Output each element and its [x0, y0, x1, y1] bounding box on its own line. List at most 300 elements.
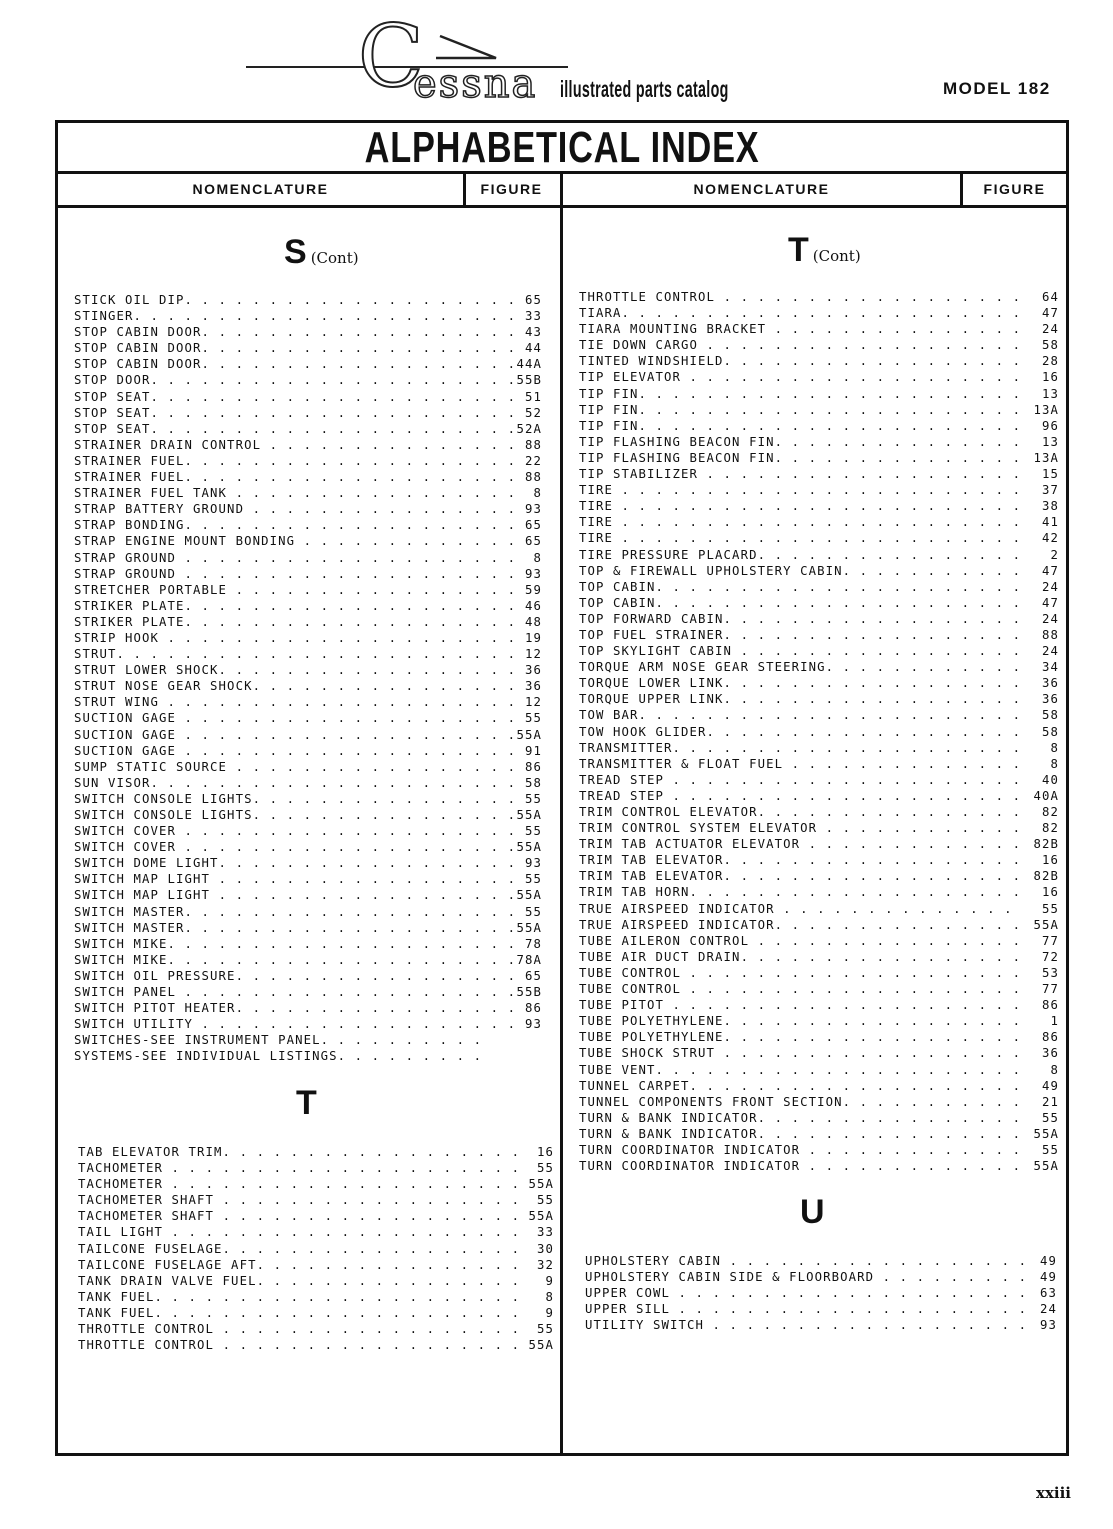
index-entry: [579, 305, 1059, 321]
entry-figure: 55A: [1033, 917, 1059, 932]
dot-leader: . . . . . . . . . . . . . . . . . . .: [193, 1017, 517, 1032]
dot-leader: . . . . . . . . . . . . . . . . . .: [210, 325, 517, 340]
entry-name: STRIKER PLATE.: [74, 598, 194, 613]
entry-figure: 36: [1041, 1046, 1059, 1061]
section-heading-t-right: [788, 233, 861, 273]
index-entry: [579, 675, 1059, 691]
dot-leader: . . . . . . . . .: [874, 1270, 1028, 1285]
dot-leader: . . . . . . . . . . . . .: [800, 837, 1022, 852]
index-frame: [55, 120, 1069, 1456]
entry-figure: 49: [1041, 1078, 1059, 1093]
index-entry: [74, 1000, 542, 1016]
index-entry: [74, 646, 542, 662]
entry-name: SUCTION GAGE: [74, 711, 177, 726]
dot-leader: . . . . . . . . . . . . . .: [783, 434, 1022, 449]
entry-figure: 55: [1041, 1142, 1059, 1157]
catalog-label: illustrated parts catalog: [560, 76, 729, 102]
index-entry: [579, 321, 1059, 337]
entry-figure: 55A: [528, 1209, 554, 1224]
dot-leader: . . . . . . . . . . . . . . .: [261, 791, 517, 806]
index-entry: [579, 756, 1059, 772]
entry-name: STOP CABIN DOOR.: [74, 325, 211, 340]
section-cont-label: (Cont): [310, 249, 359, 267]
dot-leader: . . . . . . . . . . . . . . . . . . . . . . . .: [613, 499, 1022, 514]
entry-figure: 30: [536, 1241, 554, 1256]
dot-leader: . . . . . . . . . . . . . . .: [766, 1110, 1022, 1125]
entry-name: TORQUE UPPER LINK.: [579, 692, 733, 707]
index-entry: [74, 678, 542, 694]
index-entry: [579, 1013, 1059, 1029]
dot-leader: . . . . . . . . . . . . . . . . .: [732, 354, 1022, 369]
index-entry: [579, 1110, 1059, 1126]
entry-figure: 78: [524, 936, 542, 951]
index-entry: [74, 871, 542, 887]
index-entry: [74, 566, 542, 582]
dot-leader: . . . . . . . . . . . . . . .: [766, 805, 1022, 819]
entry-name: TORQUE LOWER LINK.: [579, 676, 733, 691]
dot-leader: . . . . . . . . . . . . . . . . . .: [210, 888, 517, 903]
entry-name: STRAINER FUEL TANK: [74, 486, 228, 501]
entry-name: TOW BAR.: [579, 708, 648, 723]
dot-leader: . . . . . . . . . . . . . . . . . . . .: [176, 566, 517, 581]
index-entry: [579, 1094, 1059, 1110]
dot-leader: . . . . . . . . . . . . . . . . . . .: [698, 1078, 1022, 1093]
index-entry: [579, 611, 1059, 627]
entry-name: TRUE AIRSPEED INDICATOR: [579, 901, 775, 916]
entry-name: UPHOLSTERY CABIN: [585, 1254, 722, 1268]
entry-figure: 63: [1039, 1286, 1057, 1301]
left-s-entry-list: [74, 292, 542, 1065]
dot-leader: . . . . . . . . . . . . . . . . . . . . .: [163, 1225, 521, 1240]
entry-name: STRIKER PLATE.: [74, 614, 194, 629]
index-entry: [74, 839, 542, 855]
dot-leader: . . . . . . . . . . . . . . . . .: [732, 611, 1022, 626]
index-entry: [74, 904, 542, 920]
dot-leader: . . . . . . . . . . . . . . . .: [244, 502, 517, 517]
entry-figure: 82: [1041, 805, 1059, 819]
entry-figure: 55A: [516, 840, 542, 855]
entry-figure: 2: [1050, 547, 1059, 562]
index-entry: [74, 759, 542, 775]
dot-leader: . . . . . . . . . . . . . . . . . . .: [698, 338, 1022, 353]
entry-name: TURN COORDINATOR INDICATOR: [579, 1142, 801, 1157]
entry-figure: 24: [1041, 644, 1059, 659]
page-number: xxiii: [1036, 1484, 1071, 1502]
entry-name: TUBE POLYETHYLENE.: [579, 1014, 733, 1029]
entry-figure: 93: [524, 856, 542, 871]
entry-name: SYSTEMS-SEE INDIVIDUAL LISTINGS.: [74, 1049, 347, 1064]
entry-figure: 64: [1041, 290, 1059, 304]
entry-figure: 55: [536, 1193, 554, 1208]
entry-name: SUCTION GAGE: [74, 743, 177, 758]
dot-leader: . . . . . . . . . . . . . . . . . .: [210, 357, 517, 372]
dot-leader: . . . . . . . . . . . . . . . . .: [732, 627, 1022, 642]
dot-leader: . . . . . . . . . . . . . . . .: [749, 949, 1022, 964]
index-entry: [74, 340, 542, 356]
index-entry: [579, 772, 1059, 788]
index-entry: [579, 852, 1059, 868]
entry-name: TRIM TAB HORN.: [579, 885, 699, 900]
entry-figure: 55: [1041, 1110, 1059, 1125]
entry-name: TIP FIN.: [579, 418, 648, 433]
entry-name: STOP CABIN DOOR.: [74, 357, 211, 372]
entry-figure: 9: [545, 1305, 554, 1320]
entry-figure: 53: [1041, 965, 1059, 980]
entry-name: TRIM TAB ELEVATOR.: [579, 853, 733, 868]
dot-leader: . . . . . . . . . . . . . . . . .: [227, 759, 517, 774]
entry-figure: 55A: [516, 727, 542, 742]
dot-leader: . . . . . . . . . . . . . . . . . . . . .: [163, 1161, 521, 1176]
dot-leader: . . . . . . . . . . . . . . . . . . . . . . .: [125, 647, 517, 662]
dot-leader: . . . . . . . . . . . . . . . . . . . . . .: [647, 402, 1022, 417]
entry-name: STOP SEAT.: [74, 389, 160, 404]
entry-figure: 24: [1041, 579, 1059, 594]
entry-name: SWITCH MIKE.: [74, 936, 177, 951]
entry-name: STRUT LOWER SHOCK.: [74, 663, 228, 678]
dot-leader: . . . . . . . . . . . . . . . . . . . .: [176, 952, 517, 967]
index-entry: [74, 1048, 542, 1064]
entry-figure: 13: [1041, 386, 1059, 401]
index-entry: [74, 1032, 542, 1048]
index-entry: [579, 1126, 1059, 1142]
dot-leader: . . . . . . . . . . . . . . . . . . . .: [681, 982, 1022, 997]
entry-name: UPPER SILL: [585, 1302, 671, 1317]
index-entry: [78, 1337, 554, 1353]
entry-name: THROTTLE CONTROL: [579, 290, 716, 304]
index-entry: [579, 595, 1059, 611]
entry-figure: 55A: [1033, 1159, 1059, 1174]
dot-leader: . . . . . . . . . . . . . . . . . . . . . . .: [630, 306, 1022, 321]
index-entry: [74, 533, 542, 549]
dot-leader: . . . . . . . . . . . . . . . . .: [732, 853, 1022, 868]
dot-leader: . . . . . . . . . . . . . . . . .: [732, 1014, 1022, 1029]
index-entry: [579, 917, 1059, 933]
index-entry: [74, 952, 542, 968]
entry-figure: 96: [1041, 418, 1059, 433]
index-entry: [74, 308, 542, 324]
index-entry: [579, 868, 1059, 884]
entry-figure: 16: [1041, 885, 1059, 900]
index-entry: [78, 1273, 554, 1289]
index-entry: [579, 450, 1059, 466]
section-letter-s: S: [284, 233, 307, 271]
entry-name: STRIP HOOK: [74, 630, 160, 645]
dot-leader: . . . . . . . . . . . . . . . . . . . . .: [664, 595, 1022, 610]
dot-leader: . . . . . . . . . . . . . . . . . . . .: [681, 965, 1022, 980]
entry-figure: 36: [524, 679, 542, 694]
entry-name: TUBE AILERON CONTROL: [579, 933, 750, 948]
entry-name: TANK FUEL.: [78, 1289, 164, 1304]
index-entry: [579, 707, 1059, 723]
entry-name: SWITCHES-SEE INSTRUMENT PANEL.: [74, 1033, 330, 1048]
dot-leader: . . . . . . . . . . . . . . . . . . . .: [681, 740, 1022, 755]
entry-figure: 28: [1041, 354, 1059, 369]
index-entry: [78, 1160, 554, 1176]
index-entry: [74, 984, 542, 1000]
entry-figure: 33: [524, 309, 542, 324]
entry-figure: 65: [524, 968, 542, 983]
dot-leader: . . . . . . . . . . . . . . . . .: [231, 1145, 521, 1159]
index-entry: [579, 337, 1059, 353]
entry-name: SUN VISOR.: [74, 775, 160, 790]
index-entry: [579, 1142, 1059, 1158]
entry-figure: 41: [1041, 515, 1059, 530]
dot-leader: . . . . . . . . . . . . . . . . . . .: [193, 470, 517, 485]
entry-name: TRIM CONTROL SYSTEM ELEVATOR: [579, 821, 818, 836]
index-entry: [74, 437, 542, 453]
right-nomenclature-header: NOMENCLATURE: [560, 174, 960, 205]
entry-figure: 58: [524, 775, 542, 790]
entry-name: THROTTLE CONTROL: [78, 1338, 215, 1353]
entry-name: THROTTLE CONTROL: [78, 1322, 215, 1337]
dot-leader: . . . . . . . . . . . . . . . . . .: [715, 724, 1022, 739]
entry-figure: 58: [1041, 338, 1059, 353]
entry-figure: 8: [1050, 756, 1059, 771]
entry-name: TIRE PRESSURE PLACARD.: [579, 547, 767, 562]
entry-name: SWITCH COVER: [74, 824, 177, 839]
entry-name: TIE DOWN CARGO: [579, 338, 699, 353]
index-entry: [74, 775, 542, 791]
entry-figure: 55: [524, 872, 542, 887]
page-header: [0, 0, 1113, 118]
dot-leader: . . . . . . . . . . . . . . . . . . . .: [176, 727, 517, 742]
entry-figure: 24: [1041, 322, 1059, 337]
entry-figure: 55A: [516, 920, 542, 935]
index-entry: [585, 1301, 1057, 1317]
dot-leader: . . . . . . . . . . . . .: [800, 1159, 1022, 1174]
entry-name: TUNNEL CARPET.: [579, 1078, 699, 1093]
entry-figure: 55A: [516, 808, 542, 822]
index-entry: [74, 292, 542, 308]
entry-figure: 58: [1041, 724, 1059, 739]
dot-leader: . . . . . . . . . .: [851, 563, 1022, 578]
index-entry: [74, 694, 542, 710]
index-entry: [74, 550, 542, 566]
entry-figure: 52A: [516, 421, 542, 436]
entry-figure: 86: [1041, 998, 1059, 1013]
entry-figure: 8: [1050, 740, 1059, 755]
entry-name: TIARA MOUNTING BRACKET: [579, 322, 767, 337]
entry-figure: 46: [524, 598, 542, 613]
entry-figure: 8: [545, 1289, 554, 1304]
entry-figure: 59: [524, 582, 542, 597]
dot-leader: . . . . . . . . . . . . . . . . .: [732, 869, 1022, 884]
entry-figure: 13A: [1033, 450, 1059, 465]
entry-name: SWITCH CONSOLE LIGHTS.: [74, 791, 262, 806]
entry-name: TACHOMETER SHAFT: [78, 1209, 215, 1224]
left-figure-header: FIGURE: [463, 174, 557, 205]
index-entry: [579, 418, 1059, 434]
entry-name: SWITCH DOME LIGHT.: [74, 856, 228, 871]
entry-name: TACHOMETER: [78, 1177, 164, 1192]
index-entry: [579, 965, 1059, 981]
dot-leader: . . . . . . . . . . . . . . . . . .: [214, 1209, 521, 1224]
entry-figure: 78A: [516, 952, 542, 967]
entry-name: TAILCONE FUSELAGE.: [78, 1241, 232, 1256]
dot-leader: . . . . . . . . . . . . . . .: [265, 1257, 521, 1272]
dot-leader: . . . . . . . . . . . . . . . . . . . . .: [664, 788, 1022, 803]
entry-name: TIP FIN.: [579, 402, 648, 417]
model-label: MODEL 182: [943, 79, 1051, 98]
entry-name: STRUT NOSE GEAR SHOCK.: [74, 679, 262, 694]
dot-leader: . . . . . . . . . . . . . . .: [766, 322, 1022, 337]
entry-figure: 21: [1041, 1094, 1059, 1109]
entry-figure: 55: [524, 824, 542, 839]
dot-leader: . . . . . . . . . . . . . .: [783, 917, 1022, 932]
entry-name: TAIL LIGHT: [78, 1225, 164, 1240]
entry-name: TUBE VENT.: [579, 1062, 665, 1077]
index-entry: [579, 627, 1059, 643]
entry-name: TAILCONE FUSELAGE AFT.: [78, 1257, 266, 1272]
dot-leader: . . . . . . . . . . . . . .: [783, 756, 1022, 771]
index-entry: [74, 501, 542, 517]
index-entry: [579, 740, 1059, 756]
entry-figure: 91: [524, 743, 542, 758]
entry-figure: 40A: [1033, 788, 1059, 803]
entry-name: TOP FUEL STRAINER.: [579, 627, 733, 642]
dot-leader: . . . . . . . . . . . . . . . . . . . . .: [159, 405, 517, 420]
dot-leader: . . . . . . . . . . . . . . . . . . .: [698, 467, 1022, 482]
column-divider: [560, 208, 563, 1453]
index-entry: [74, 356, 542, 372]
section-cont-label-right: (Cont): [812, 247, 861, 265]
index-entry: [579, 949, 1059, 965]
entry-figure: 8: [1050, 1062, 1059, 1077]
dot-leader: . . . . . . . . . . . . . . . . . . . . .: [664, 998, 1022, 1013]
entry-name: SWITCH MASTER.: [74, 920, 194, 935]
entry-name: UPPER COWL: [585, 1286, 671, 1301]
dot-leader: . . . . . . . . . . . . . . . . . .: [210, 872, 517, 887]
index-entry: [78, 1289, 554, 1305]
dot-leader: . . . . . . . . . . . . . . . . . . . .: [681, 370, 1022, 385]
dot-leader: . . . . . . . . . . . . .: [295, 534, 517, 549]
dot-leader: . . . . . . . . . . . . . . . . . . . . .: [664, 772, 1022, 787]
entry-name: STRAINER FUEL.: [74, 470, 194, 485]
entry-name: TIP ELEVATOR: [579, 370, 682, 385]
dot-leader: . . . . . . . . . . . . .: [800, 1142, 1022, 1157]
entry-name: TINTED WINDSHIELD.: [579, 354, 733, 369]
index-entry: [579, 724, 1059, 740]
section-heading-s: [284, 235, 359, 275]
index-entry: [74, 421, 542, 437]
dot-leader: . . . . . . . . . . . . . . . . . . . . .: [163, 1289, 521, 1304]
entry-name: TIRE: [579, 483, 614, 498]
entry-name: TIP FLASHING BEACON FIN.: [579, 434, 784, 449]
entry-figure: 93: [524, 502, 542, 517]
entry-figure: 8: [533, 550, 542, 565]
dot-leader: . . . . . . . .: [346, 1049, 483, 1064]
index-entry: [78, 1208, 554, 1224]
index-entry: [579, 547, 1059, 563]
entry-name: TOP & FIREWALL UPHOLSTERY CABIN.: [579, 563, 852, 578]
entry-name: STICK OIL DIP.: [74, 293, 194, 307]
dot-leader: . . . . . . . . . . . . . . . . . . . . .: [670, 1302, 1028, 1317]
entry-name: STOP SEAT.: [74, 405, 160, 420]
entry-figure: 58: [1041, 708, 1059, 723]
index-entry: [579, 1158, 1059, 1174]
dot-leader: . . . . . . . . . . . . . . . . . . . . . . . .: [613, 531, 1022, 546]
index-entry: [78, 1192, 554, 1208]
entry-figure: 72: [1041, 949, 1059, 964]
entry-figure: 36: [1041, 692, 1059, 707]
index-entry: [74, 710, 542, 726]
entry-figure: 82B: [1033, 869, 1059, 884]
entry-figure: 55: [524, 711, 542, 726]
dot-leader: . . . . . . . . . . . . . . . . . . .: [193, 614, 517, 629]
entry-name: STRAINER DRAIN CONTROL: [74, 437, 262, 452]
right-figure-header: FIGURE: [960, 174, 1066, 205]
entry-name: TUBE SHOCK STRUT: [579, 1046, 716, 1061]
entry-name: TANK FUEL.: [78, 1305, 164, 1320]
dot-leader: . . . . . . . . .: [329, 1033, 483, 1048]
dot-leader: . . . . . . . . . . . .: [817, 821, 1022, 836]
dot-leader: . . . . . . . . . . . . . . . . . . . .: [176, 743, 517, 758]
section-letter-u: U: [800, 1193, 825, 1231]
dot-leader: . . . . . . . . . . . . . . . . . . . . .: [159, 421, 517, 436]
index-entry: [74, 582, 542, 598]
index-entry: [74, 1016, 542, 1032]
entry-figure: 51: [524, 389, 542, 404]
index-entry: [585, 1317, 1057, 1333]
entry-figure: 49: [1039, 1270, 1057, 1285]
entry-figure: 48: [524, 614, 542, 629]
entry-figure: 82: [1041, 821, 1059, 836]
entry-name: TURN & BANK INDICATOR.: [579, 1126, 767, 1141]
dot-leader: . . . . . . . . . . . . . . . . . . . . .: [163, 1305, 521, 1320]
entry-name: STRAP GROUND: [74, 550, 177, 565]
dot-leader: . . . . . . . . . . . . . . . . . . . . . .: [647, 386, 1022, 401]
dot-leader: . . . . . . . . . . . . . .: [783, 450, 1022, 465]
entry-figure: 55B: [516, 985, 542, 1000]
entry-figure: 42: [1041, 531, 1059, 546]
index-entry: [78, 1257, 554, 1273]
brand-logo-text: essna: [413, 61, 538, 107]
entry-figure: 88: [524, 470, 542, 485]
dot-leader: . . . . . . . . . . . . . . . . .: [732, 676, 1022, 691]
dot-leader: . . . . . . . . . . . . . . . . . . . . .: [159, 373, 517, 388]
entry-figure: 77: [1041, 982, 1059, 997]
entry-figure: 47: [1041, 306, 1059, 321]
right-t-entry-list: [579, 289, 1059, 1174]
dot-leader: . . . . . . . . . . .: [834, 660, 1022, 675]
entry-figure: 47: [1041, 595, 1059, 610]
dot-leader: . . . . . . . . . . . . . . .: [261, 808, 517, 822]
dot-leader: . . . . . . . . . . . . . . . . . . .: [704, 1318, 1028, 1333]
index-entry: [74, 936, 542, 952]
entry-figure: 55A: [1033, 1126, 1059, 1141]
dot-leader: . . . . . . . . . . . . . . . . . . . . .: [163, 1177, 521, 1192]
index-entry: [74, 517, 542, 533]
entry-figure: 55: [524, 791, 542, 806]
dot-leader: . . . . . . . . . . . . . . .: [261, 437, 517, 452]
index-entry: [579, 482, 1059, 498]
index-entry: [579, 369, 1059, 385]
entry-name: TURN COORDINATOR INDICATOR: [579, 1159, 801, 1174]
entry-figure: 88: [524, 437, 542, 452]
dot-leader: . . . . . . . . . . . . . . . . . . . .: [176, 711, 517, 726]
index-entry: [579, 933, 1059, 949]
index-entry: [579, 1045, 1059, 1061]
entry-name: STRUT.: [74, 647, 126, 662]
entry-name: TOP CABIN.: [579, 595, 665, 610]
index-entry: [74, 614, 542, 630]
dot-leader: . . . . . . . . . . . . . . . . . . .: [193, 920, 517, 935]
index-entry: [74, 968, 542, 984]
right-u-entry-list: [585, 1253, 1057, 1333]
index-entry: [579, 466, 1059, 482]
entry-figure: 65: [524, 534, 542, 549]
dot-leader: . . . . . . . . . . . . . . . . . . . . .: [670, 1286, 1028, 1301]
